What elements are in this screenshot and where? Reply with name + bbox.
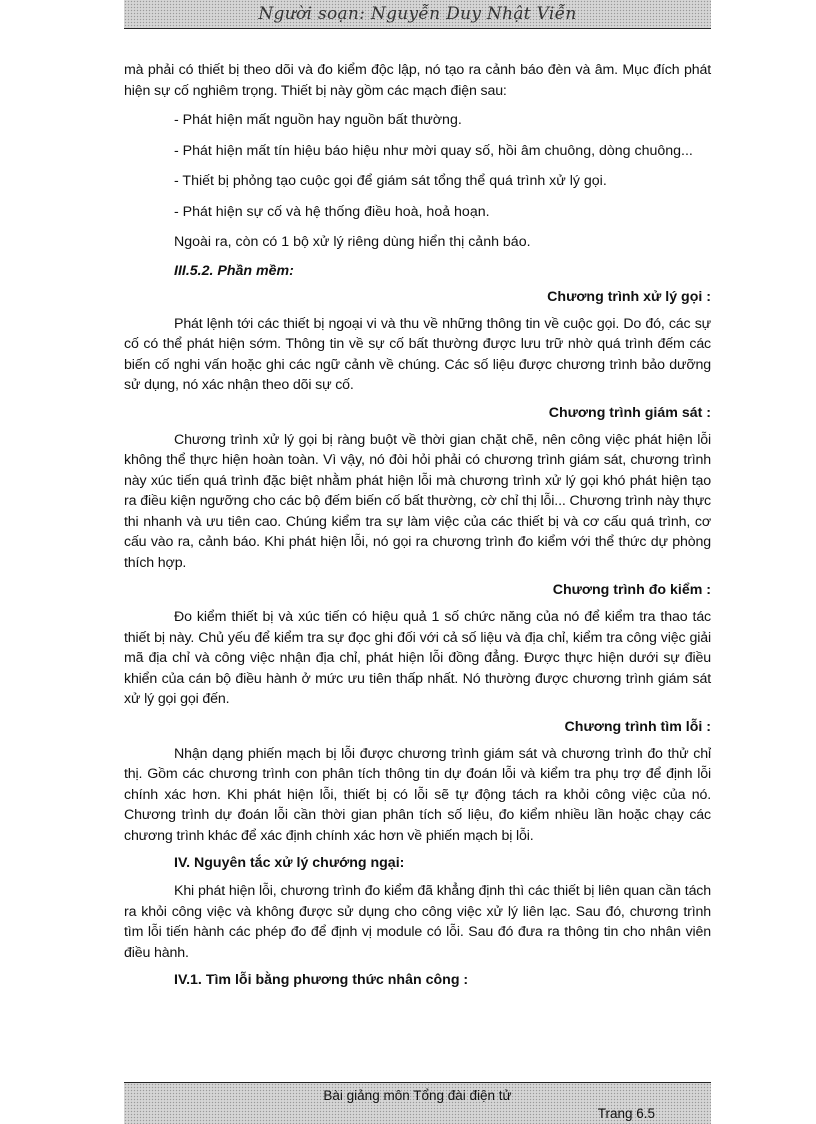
- footer-course-title: Bài giảng môn Tổng đài điện tử: [323, 1088, 512, 1103]
- page-header: [124, 0, 711, 29]
- page-footer: [124, 1082, 711, 1124]
- heading-call-processing: Chương trình xử lý gọi :: [547, 288, 711, 305]
- paragraph-intro: mà phải có thiết bị theo dõi và đo kiểm độc lập, nó tạo ra cảnh báo đèn và âm. Mục đích phát hiện sự cố nghiêm trọng. Thiết bị này gồm các mạch điện sau:: [124, 62, 711, 99]
- footer-page-number: Trang 6.5: [597, 1106, 655, 1121]
- heading-testing: Chương trình đo kiểm :: [552, 582, 711, 598]
- paragraph-monitoring: Chương trình xử lý gọi bị ràng buột về thời gian chặt chẽ, nên công việc phát hiện lỗi không thể thực hiện hoàn toàn. Vì vậy, nó đòi hỏi phải có chương trình giám sát, chương trình này xúc tiến quá trình đặc biệt nhằm phát hiện lỗi mà chương trình xử lý gọi khó phát hiện tạo ra điều kiện ngưỡng cho các bộ đếm biến cố bất thường, cờ chỉ thị lỗi... Chương trình này thực thi nhanh và ưu tiên cao. Chúng kiểm tra sự làm việc của các thiết bị và cơ cấu quá trình, cơ cấu vào ra, cảnh báo. Khi phát hiện lỗi, nó gọi ra chương trình đo kiểm với thể thức dự phòng thích hợp.: [124, 431, 711, 571]
- paragraph-note: Ngoài ra, còn có 1 bộ xử lý riêng dùng hiển thị cảnh báo.: [174, 234, 531, 250]
- page-content: [124, 60, 711, 998]
- bullet-item: - Thiết bị phỏng tạo cuộc gọi để giám sát tổng thể quá trình xử lý gọi.: [174, 173, 607, 189]
- paragraph-iv: Khi phát hiện lỗi, chương trình đo kiểm đã khẳng định thì các thiết bị liên quan cần tách ra khỏi công việc và không được sử dụng cho công việc xử lý liên lạc. Sau đó, chương trình tìm lỗi tiến hành các phép đo để định vị module có lỗi. Sau đó đưa ra thông tin cho nhân viên điều hành.: [124, 883, 711, 961]
- paragraph-fault-finding: Nhận dạng phiến mạch bị lỗi được chương trình giám sát và chương trình đo thử chỉ thị. Gồm các chương trình con phân tích thông tin dự đoán lỗi và kiểm tra phụ trợ để định lỗi chính xác hơn. Khi phát hiện lỗi, thiết bị có lỗi sẽ tự động tách ra khỏi công việc của nó. Chương trình dự đoán lỗi cần thời gian phân tích số liệu, đo kiểm nhiều lần hoặc chạy các chương trình khác để xác định chính xác hơn về phiến mạch bị lỗi.: [124, 745, 711, 844]
- paragraph-testing: Đo kiểm thiết bị và xúc tiến có hiệu quả 1 số chức năng của nó để kiểm tra thao tác thiết bị này. Chủ yếu để kiểm tra sự đọc ghi đối với cả số liệu và địa chỉ, kiểm tra công việc giải mã địa chỉ và công việc nhận địa chỉ, phát hiện lỗi đồng đẳng. Được thực hiện dưới sự điều khiển của cán bộ điều hành ở mức ưu tiên thấp nhất. Nó thường được chương trình giám sát xử lý gọi gọi đến.: [124, 609, 711, 707]
- heading-monitoring: Chương trình giám sát :: [548, 404, 711, 421]
- section-heading-iv: IV. Nguyên tắc xử lý chướng ngại:: [174, 855, 405, 871]
- subheading-software: III.5.2. Phần mềm:: [174, 262, 294, 279]
- header-author: Người soạn: Nguyễn Duy Nhật Viễn: [258, 4, 577, 24]
- bullet-item: - Phát hiện mất nguồn hay nguồn bất thường.: [174, 112, 462, 128]
- section-heading-iv1: IV.1. Tìm lỗi bằng phương thức nhân công :: [174, 972, 469, 988]
- bullet-item: - Phát hiện sự cố và hệ thống điều hoà, hoả hoạn.: [174, 203, 490, 220]
- paragraph-call-processing: Phát lệnh tới các thiết bị ngoại vi và thu về những thông tin về cuộc gọi. Do đó, các sự cố có thể phát hiện sớm. Thông tin về sự cố bất thường được lưu trữ nhờ quá trình đếm các biến cố nghi vấn hoặc ghi các ngữ cảnh về chúng. Các số liệu được chương trình bảo dưỡng sử dụng, nó xác nhận theo dõi sự cố.: [124, 315, 711, 393]
- bullet-item: - Phát hiện mất tín hiệu báo hiệu như mời quay số, hồi âm chuông, dòng chuông...: [174, 142, 693, 159]
- heading-fault-finding: Chương trình tìm lỗi :: [564, 718, 711, 735]
